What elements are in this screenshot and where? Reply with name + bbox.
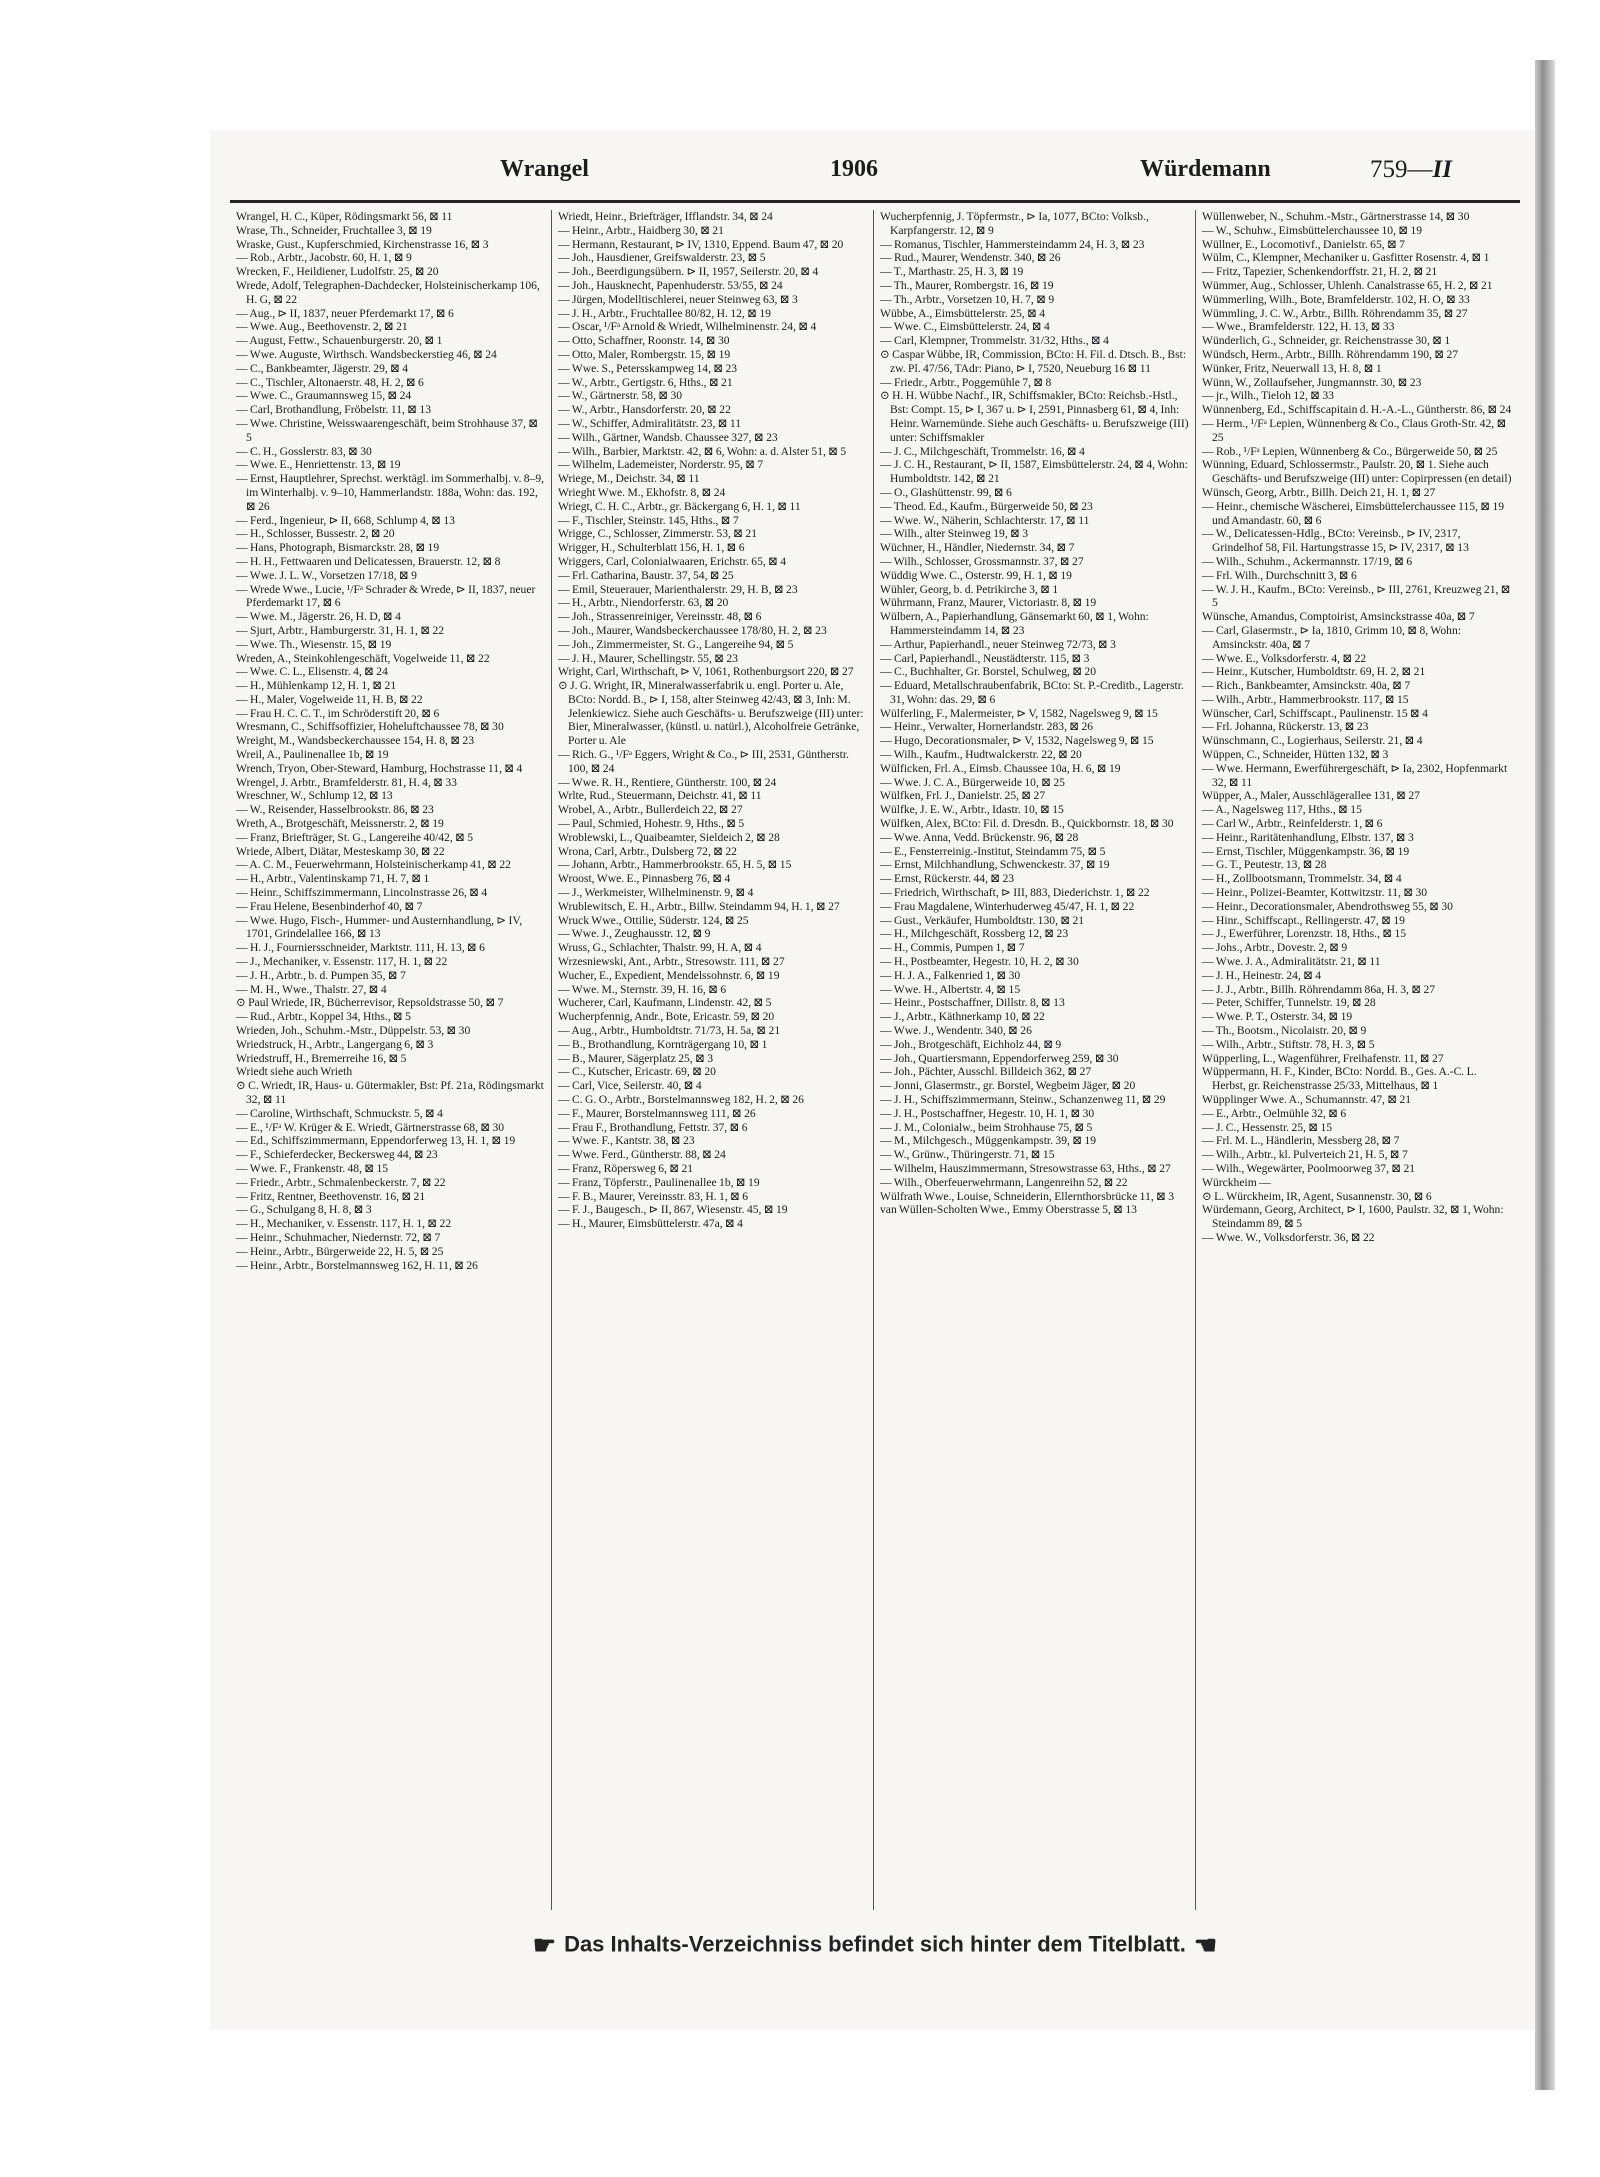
directory-entry: — Wrede Wwe., Lucie, ¹/Fᵃ Schrader & Wrede, ⊳ II, 1837, neuer Pferdemarkt 17, ⊠ 6 [236,582,536,610]
directory-entry: Wraske, Gust., Kupferschmied, Kirchenstrasse 16, ⊠ 3 [236,237,489,251]
directory-entry: — Hans, Photograph, Bismarckstr. 28, ⊠ 19 [236,541,440,555]
directory-entry: Wühler, Georg, b. d. Petrikirche 3, ⊠ 1 [880,582,1059,596]
directory-entry: — Joh., Maurer, Wandsbeckerchaussee 178/80, H. 2, ⊠ 23 [558,623,827,637]
directory-entry: Wrede, Adolf, Telegraphen-Dachdecker, Holsteinischerkamp 106, H. G, ⊠ 22 [236,278,540,306]
page-edge-shadow [1535,60,1555,2090]
directory-entry: — Wilhelm, Lademeister, Norderstr. 95, ⊠ 7 [558,458,764,472]
directory-entry: — Carl, Glasermstr., ⊳ Ia, 1810, Grimm 10, ⊠ 8, Wohn: Amsinckstr. 40a, ⊠ 7 [1202,623,1461,651]
directory-entry: — Oscar, ¹/Fᵃ Arnold & Wriedt, Wilhelminenstr. 24, ⊠ 4 [558,320,817,334]
directory-entry: — M. H., Wwe., Thalstr. 27, ⊠ 4 [236,982,387,996]
directory-entry: van Wüllen-Scholten Wwe., Emmy Oberstrasse 5, ⊠ 13 [880,1203,1137,1217]
directory-entry: — Friedr., Arbtr., Schmalenbeckerstr. 7, ⊠ 22 [236,1175,446,1189]
directory-entry: — W., Grünw., Thüringerstr. 71, ⊠ 15 [880,1148,1055,1162]
directory-entry: — Wilh., Arbtr., Stiftstr. 78, H. 3, ⊠ 5 [1202,1037,1375,1051]
directory-entry: — Joh., Hausdiener, Greifswalderstr. 23, ⊠ 5 [558,251,766,265]
directory-entry: Wreil, A., Paulinenallee 1b, ⊠ 19 [236,748,389,762]
directory-entry: — jr., Wilh., Tieloh 12, ⊠ 33 [1202,389,1334,403]
directory-page [210,130,1540,2030]
footer-text: Das Inhalts-Verzeichniss befindet sich hinter dem Titelblatt. [564,1931,1186,1957]
directory-entry: — Wwe. H., Albertstr. 4, ⊠ 15 [880,982,1021,996]
directory-entry: — Frl. Johanna, Rückerstr. 13, ⊠ 23 [1202,720,1369,734]
directory-entry: — Ed., Schiffszimmermann, Eppendorferweg 13, H. 1, ⊠ 19 [236,1134,516,1148]
directory-entry: — Rud., Arbtr., Koppel 34, Hths., ⊠ 5 [236,1010,411,1024]
directory-entry: — G., Schulgang 8, H. 8, ⊠ 3 [236,1203,372,1217]
directory-entry: — J. H., Postschaffner, Hegestr. 10, H. 1, ⊠ 30 [880,1106,1095,1120]
directory-entry: — E., Arbtr., Oelmühle 32, ⊠ 6 [1202,1106,1347,1120]
directory-entry: — Wwe. M., Sternstr. 39, H. 16, ⊠ 6 [558,982,727,996]
directory-entry: Wüllenweber, N., Schuhm.-Mstr., Gärtnerstrasse 14, ⊠ 30 [1202,210,1470,223]
directory-entry: — Wwe. F., Kantstr. 38, ⊠ 23 [558,1134,695,1148]
directory-entry: — Heinr., Schuhmacher, Niedernstr. 72, ⊠ 7 [236,1230,441,1244]
footer-note [210,1930,1540,1961]
column-2 [552,210,874,1910]
directory-entry: — Joh., Strassenreiniger, Vereinsstr. 48, ⊠ 6 [558,610,762,624]
directory-entry: — Wwe. Hugo, Fisch-, Hummer- und Austernhandlung, ⊳ IV, 1701, Grindelallee 166, ⊠ 13 [236,913,523,941]
directory-entry: Wünderlich, G., Schneider, gr. Reichenstrasse 30, ⊠ 1 [1202,334,1451,348]
directory-entry: — Wwe. S., Petersskampweg 14, ⊠ 23 [558,361,738,375]
directory-entry: Wülm, C., Klempner, Mechaniker u. Gasfitter Rosenstr. 4, ⊠ 1 [1202,251,1490,265]
directory-entry: — J. C., Milchgeschäft, Trommelstr. 16, ⊠ 4 [880,444,1085,458]
directory-entry: Wüllner, E., Locomotivf., Danielstr. 65, ⊠ 7 [1202,237,1405,251]
header-last-entry: Würdemann [1140,156,1271,182]
directory-entry: — Heinr., Schiffszimmermann, Lincolnstrasse 26, ⊠ 4 [236,886,488,900]
directory-entry: — Wwe. C., Eimsbüttelerstr. 24, ⊠ 4 [880,320,1050,334]
directory-entry: — Johann, Arbtr., Hammerbrookstr. 65, H. 5, ⊠ 15 [558,858,792,872]
directory-entry: Würdemann, Georg, Architect, ⊳ I, 1600, Paulstr. 32, ⊠ 1, Wohn: Steindamm 89, ⊠ 5 [1202,1203,1504,1231]
page-header [210,156,1540,192]
directory-entry: Würckheim — [1202,1175,1271,1189]
directory-entry: Wriedt siehe auch Wrieth [236,1065,353,1079]
directory-entry: — H., Mühlenkamp 12, H. 1, ⊠ 21 [236,679,397,693]
directory-entry: — W., Arbtr., Hansdorferstr. 20, ⊠ 22 [558,403,731,417]
directory-entry: — Paul, Schmied, Hohestr. 9, Hths., ⊠ 5 [558,817,745,831]
directory-entry: — Wwe. J., Zeughausstr. 12, ⊠ 9 [558,927,711,941]
directory-entry: — Frl. Catharina, Baustr. 37, 54, ⊠ 25 [558,568,734,582]
directory-entry: Wrecken, F., Heildiener, Ludolfstr. 25, ⊠ 20 [236,265,439,279]
directory-entry: — Gust., Verkäufer, Humboldtstr. 130, ⊠ 21 [880,913,1085,927]
pointing-hand-icon-right: ☚ [1193,1930,1218,1960]
directory-entry: — Wwe. J. L. W., Vorsetzen 17/18, ⊠ 9 [236,568,417,582]
directory-entry: — Wwe. J. A., Admiralitätstr. 21, ⊠ 11 [1202,955,1381,969]
directory-entry: ⊙ Caspar Wübbe, IR, Commission, BCto: H. Fil. d. Dtsch. B., Bst: zw. Pl. 47/56, TAdr: Piano, ⊳ I, 7520, Neueburg 16 ⊠ 11 [880,347,1187,375]
directory-entry: — C. H., Gosslerstr. 83, ⊠ 30 [236,444,372,458]
directory-entry: Wührmann, Franz, Maurer, Victoriastr. 8, ⊠ 19 [880,596,1097,610]
directory-entry: Wrublewitsch, E. H., Arbtr., Billw. Steindamm 94, H. 1, ⊠ 27 [558,899,840,913]
directory-entry: — Wwe. Th., Wiesenstr. 15, ⊠ 19 [236,637,392,651]
directory-entry: Wrengel, J. Arbtr., Bramfelderstr. 81, H. 4, ⊠ 33 [236,775,457,789]
directory-entry: — W., Schiffer, Admiralitätstr. 23, ⊠ 11 [558,416,742,430]
directory-entry: Wülferling, F., Malermeister, ⊳ V, 1582, Nagelsweg 9, ⊠ 15 [880,706,1158,720]
directory-entry: — J. C. H., Restaurant, ⊳ II, 1587, Eimsbüttelerstr. 24, ⊠ 4, Wohn: Humboldtstr. 142, ⊠ 21 [880,458,1188,486]
directory-entry: — J. H., Schiffszimmermann, Steinw., Schanzenweg 11, ⊠ 29 [880,1093,1166,1106]
directory-entry: — Rob., ¹/Fᵃ Lepien, Wünnenberg & Co., Bürgerweide 50, ⊠ 25 [1202,444,1498,458]
directory-entry: — Wilh., alter Steinweg 19, ⊠ 3 [880,527,1029,541]
directory-entry: — Joh., Quartiersmann, Eppendorferweg 259, ⊠ 30 [880,1051,1119,1065]
directory-entry: — Frau H. C. C. T., im Schröderstift 20, ⊠ 6 [236,706,440,720]
directory-entry: — Wilh., Gärtner, Wandsb. Chaussee 327, ⊠ 23 [558,430,778,444]
directory-entry: — Hugo, Decorationsmaler, ⊳ V, 1532, Nagelsweg 9, ⊠ 15 [880,734,1154,748]
directory-entry: — J. M., Colonialw., beim Strohhause 75, ⊠ 5 [880,1120,1093,1134]
directory-entry: — Ferd., Ingenieur, ⊳ II, 668, Schlump 4, ⊠ 13 [236,513,455,527]
directory-entry: — Carl, Vice, Seilerstr. 40, ⊠ 4 [558,1079,702,1093]
directory-entry: Wüddig Wwe. C., Osterstr. 99, H. 1, ⊠ 19 [880,568,1072,582]
directory-entry: — Otto, Schaffner, Roonstr. 14, ⊠ 30 [558,334,730,348]
directory-entry: — C., Bankbeamter, Jägerstr. 29, ⊠ 4 [236,361,409,375]
directory-entry: — Joh., Zimmermeister, St. G., Langereihe 94, ⊠ 5 [558,637,794,651]
directory-entry: — Heinr., Raritätenhandlung, Elbstr. 137, ⊠ 3 [1202,830,1414,844]
directory-entry: Wrigge, C., Schlosser, Zimmerstr. 53, ⊠ 21 [558,527,757,541]
directory-entry: Wünker, Fritz, Neuerwall 13, H. 8, ⊠ 1 [1202,361,1382,375]
directory-entry: — F., Schieferdecker, Beckersweg 44, ⊠ 23 [236,1148,438,1162]
directory-entry: Wright, Carl, Wirthschaft, ⊳ V, 1061, Rothenburgsort 220, ⊠ 27 [558,665,854,679]
directory-entry: — Wwe. Aug., Beethovenstr. 2, ⊠ 21 [236,320,408,334]
directory-entry: Wümmling, J. C. W., Arbtr., Billh. Röhrendamm 35, ⊠ 27 [1202,306,1468,320]
directory-entry: Wrlte, Rud., Steuermann, Deichstr. 41, ⊠ 11 [558,789,762,803]
directory-entry: — Wwe. Ferd., Güntherstr. 88, ⊠ 24 [558,1148,726,1162]
directory-entry: — Wilh., Schuhm., Ackermannstr. 17/19, ⊠ 6 [1202,554,1413,568]
directory-entry: — Joh., Pächter, Ausschl. Billdeich 362, ⊠ 27 [880,1065,1092,1079]
directory-entry: — Th., Bootsm., Nicolaistr. 20, ⊠ 9 [1202,1024,1367,1038]
directory-entry: — Aug., Arbtr., Humboldtstr. 71/73, H. 5a, ⊠ 21 [558,1024,781,1038]
directory-entry: — Hermann, Restaurant, ⊳ IV, 1310, Eppend. Baum 47, ⊠ 20 [558,237,844,251]
directory-entry: Wülfken, Frl. J., Danielstr. 25, ⊠ 27 [880,789,1046,803]
directory-entry: — Arthur, Papierhandl., neuer Steinweg 72/73, ⊠ 3 [880,637,1116,651]
directory-entry: ⊙ C. Wriedt, IR, Haus- u. Gütermakler, Bst: Pf. 21a, Rödingsmarkt 32, ⊠ 11 [236,1079,544,1106]
directory-entry: Wruss, G., Schlachter, Thalstr. 99, H. A, ⊠ 4 [558,941,762,955]
directory-entry: — H., Arbtr., Niendorferstr. 63, ⊠ 20 [558,596,729,610]
directory-entry: — F. B., Maurer, Vereinsstr. 83, H. 1, ⊠ 6 [558,1189,749,1203]
directory-entry: — Rich., Bankbeamter, Amsinckstr. 40a, ⊠ 7 [1202,679,1411,693]
column-3 [874,210,1196,1910]
directory-entry: — H., Zollbootsmann, Trommelstr. 34, ⊠ 4 [1202,872,1402,886]
directory-entry: — J. H., Arbtr., b. d. Pumpen 35, ⊠ 7 [236,968,406,982]
directory-entry: — Joh., Beerdigungsübern. ⊳ II, 1957, Seilerstr. 20, ⊠ 4 [558,265,819,279]
directory-entry: — Carl W., Arbtr., Reinfelderstr. 1, ⊠ 6 [1202,817,1383,831]
directory-entry: — H., Arbtr., Valentinskamp 71, H. 7, ⊠ 1 [236,872,430,886]
directory-entry: — Wilh., Kaufm., Hudtwalckerstr. 22, ⊠ 20 [880,748,1082,762]
directory-entry: — Heinr., Kutscher, Humboldtstr. 69, H. 2, ⊠ 21 [1202,665,1426,679]
directory-entry: — Jonni, Glasermstr., gr. Borstel, Wegbeim Jäger, ⊠ 20 [880,1079,1136,1093]
directory-entry: Wriede, Albert, Diätar, Mesteskamp 30, ⊠ 22 [236,844,445,858]
directory-entry: — Wilh., Oberfeuerwehrmann, Langenreihn 52, ⊠ 22 [880,1175,1128,1189]
directory-entry: — Carl, Klempner, Trommelstr. 31/32, Hths., ⊠ 4 [880,334,1109,348]
directory-entry: Wrieden, Joh., Schuhm.-Mstr., Düppelstr. 53, ⊠ 30 [236,1024,471,1038]
directory-entry: — H., Milchgeschäft, Rossberg 12, ⊠ 23 [880,927,1069,941]
directory-entry: — Wwe. E., Volksdorferstr. 4, ⊠ 22 [1202,651,1367,665]
directory-entry: Wrench, Tryon, Ober-Steward, Hamburg, Hochstrasse 11, ⊠ 4 [236,761,523,775]
directory-entry: — J., Mechaniker, v. Essenstr. 117, H. 1, ⊠ 22 [236,955,448,969]
directory-entry: — Ernst, Tischler, Müggenkampstr. 36, ⊠ 19 [1202,844,1410,858]
directory-entry: — W., Gärtnerstr. 58, ⊠ 30 [558,389,683,403]
directory-entry: — Wwe. Auguste, Wirthsch. Wandsbeckerstieg 46, ⊠ 24 [236,347,497,361]
directory-entry: Wümmerling, Wilh., Bote, Bramfelderstr. 102, H. O, ⊠ 33 [1202,292,1470,306]
directory-entry: — Joh., Brotgeschäft, Eichholz 44, ⊠ 9 [880,1037,1062,1051]
directory-entry: — J. H., Maurer, Schellingstr. 55, ⊠ 23 [558,651,738,665]
directory-entry: Wrona, Carl, Arbtr., Dulsberg 72, ⊠ 22 [558,844,737,858]
directory-entry: — A. C. M., Feuerwehrmann, Holsteinischerkamp 41, ⊠ 22 [236,858,511,872]
directory-entry: — Wilh., Arbtr., Hammerbrookstr. 117, ⊠ 15 [1202,692,1409,706]
directory-entry: — C., Buchhalter, Gr. Borstel, Schulweg, ⊠ 20 [880,665,1097,679]
directory-entry: — H., Maurer, Eimsbüttelerstr. 47a, ⊠ 4 [558,1217,743,1231]
page-number: 759— [1370,156,1433,183]
directory-entry: — W. J. H., Kaufm., BCto: Vereinsb., ⊳ III, 2761, Kreuzweg 21, ⊠ 5 [1202,582,1511,610]
directory-entry: — Wwe. J., Wendentr. 340, ⊠ 26 [880,1024,1032,1038]
directory-entry: — Wwe. W., Näherin, Schlachterstr. 17, ⊠ 11 [880,513,1090,527]
directory-entry: Wrigger, H., Schulterblatt 156, H. 1, ⊠ 6 [558,541,745,555]
directory-entry: — B., Brothandlung, Kornträgergang 10, ⊠ 1 [558,1037,768,1051]
directory-entry: Wüchner, H., Händler, Niedernstr. 34, ⊠ 7 [880,541,1075,555]
directory-entry: Wündsch, Herm., Arbtr., Billh. Röhrendamm 190, ⊠ 27 [1202,347,1459,361]
directory-entry: — J., Arbtr., Käthnerkamp 10, ⊠ 22 [880,1010,1045,1024]
directory-entry: — Th., Arbtr., Vorsetzen 10, H. 7, ⊠ 9 [880,292,1055,306]
directory-entry: Wrobel, A., Arbtr., Bullerdeich 22, ⊠ 27 [558,803,743,817]
directory-entry: ⊙ J. G. Wright, IR, Mineralwasserfabrik u. engl. Porter u. Ale, BCto: Nordd. B., ⊳ I, 158, alter Steinweg 42/43, ⊠ 3, Inh: M. Jelenkiewicz. Siehe auch Geschäfts- u. Berufszweige (III) unter: Bier, Mineralwasser, (künstl. u. natürl.), Alcoholfreie Getränke, Porter u. Ale [558,679,864,748]
directory-entry: — Heinr., Decorationsmaler, Abendrothsweg 55, ⊠ 30 [1202,899,1453,913]
directory-entry: — Wilh., Arbtr., kl. Pulverteich 21, H. 5, ⊠ 7 [1202,1148,1408,1162]
directory-entry: Wünschmann, C., Logierhaus, Seilerstr. 21, ⊠ 4 [1202,734,1423,748]
directory-entry: Wreight, M., Wandsbeckerchaussee 154, H. 8, ⊠ 23 [236,734,475,748]
directory-entry: Wünning, Eduard, Schlossermstr., Paulstr. 20, ⊠ 1. Siehe auch Geschäfts- und Berufszweige (III) unter: Copirpressen (en detail) [1202,458,1512,486]
directory-entry: Wünn, W., Zollaufseher, Jungmannstr. 30, ⊠ 23 [1202,375,1422,389]
directory-entry: Wübbe, A., Eimsbüttelerstr. 25, ⊠ 4 [880,306,1045,320]
directory-entry: — Theod. Ed., Kaufm., Bürgerweide 50, ⊠ 23 [880,499,1093,513]
directory-entry: — Eduard, Metallschraubenfabrik, BCto: St. P.-Creditb., Lagerstr. 31, Wohn: das. 29, ⊠ 6 [880,679,1184,706]
directory-entry: — Rud., Maurer, Wendenstr. 340, ⊠ 26 [880,251,1061,265]
directory-entry: — J., Werkmeister, Wilhelminenstr. 9, ⊠ 4 [558,886,754,900]
directory-entry: — Wwe. Hermann, Ewerführergeschäft, ⊳ Ia, 2302, Hopfenmarkt 32, ⊠ 11 [1202,761,1508,789]
directory-entry: — Fritz, Tapezier, Schenkendorffstr. 21, H. 2, ⊠ 21 [1202,265,1438,279]
directory-entry: — F., Maurer, Borstelmannsweg 111, ⊠ 26 [558,1106,756,1120]
directory-entry: — Rob., Arbtr., Jacobstr. 60, H. 1, ⊠ 9 [236,251,412,265]
directory-entry: Wünsche, Amandus, Comptoirist, Amsinckstrasse 40a, ⊠ 7 [1202,610,1475,624]
directory-entry: — H., Maler, Vogelweide 11, H. B, ⊠ 22 [236,692,423,706]
directory-entry: — Herm., ¹/Fᵃ Lepien, Wünnenberg & Co., Claus Groth-Str. 42, ⊠ 25 [1202,416,1507,444]
directory-entry: — Heinr., chemische Wäscherei, Eimsbüttelerchaussee 115, ⊠ 19 und Amandastr. 60, ⊠ 6 [1202,499,1505,527]
page-section: II [1432,156,1452,183]
directory-entry: — C., Tischler, Altonaerstr. 48, H. 2, ⊠ 6 [236,375,424,389]
directory-entry: Wriege, M., Deichstr. 34, ⊠ 11 [558,472,700,486]
directory-entry: Wroost, Wwe. E., Pinnasberg 76, ⊠ 4 [558,872,731,886]
directory-entry: — Wwe. C. L., Elisenstr. 4, ⊠ 24 [236,665,388,679]
directory-entry: — Wwe. F., Frankenstr. 48, ⊠ 15 [236,1161,389,1175]
directory-entry: — W., Delicatessen-Hdlg., BCto: Vereinsb., ⊳ IV, 2317, Grindelhof 58, Fil. Hartungstrasse 15, ⊳ IV, 2317, ⊠ 13 [1202,527,1469,555]
directory-entry: — Fritz, Rentner, Beethovenstr. 16, ⊠ 21 [236,1189,426,1203]
directory-entry: — Sjurt, Arbtr., Hamburgerstr. 31, H. 1, ⊠ 22 [236,623,445,637]
directory-entry: — E., ¹/Fᵃ W. Krüger & E. Wriedt, Gärtnerstrasse 68, ⊠ 30 [236,1120,505,1134]
column-4 [1196,210,1518,1910]
directory-entry: — H. J., Fourniersschneider, Marktstr. 111, H. 13, ⊠ 6 [236,941,485,955]
directory-entry: — Frau Magdalene, Winterhuderweg 45/47, H. 1, ⊠ 22 [880,899,1135,913]
directory-entry: — Heinr., Arbtr., Borstelmannsweg 162, H. 11, ⊠ 26 [236,1258,478,1272]
directory-entry: Wüpperling, L., Wagenführer, Freihafenstr. 11, ⊠ 27 [1202,1051,1444,1065]
directory-entry: — Otto, Maler, Rombergstr. 15, ⊠ 19 [558,347,731,361]
directory-entry: — Friedrich, Wirthschaft, ⊳ III, 883, Diederichstr. 1, ⊠ 22 [880,886,1150,900]
directory-entry: — Joh., Hausknecht, Papenhuderstr. 53/55, ⊠ 24 [558,278,783,292]
directory-entry: — H. H., Fettwaaren und Delicatessen, Brauerstr. 12, ⊠ 8 [236,554,501,568]
directory-entry: Wülbern, A., Papierhandlung, Gänsemarkt 60, ⊠ 1, Wohn: Hammersteindamm 14, ⊠ 23 [880,610,1149,637]
directory-entry: — H. J. A., Falkenried 1, ⊠ 30 [880,968,1021,982]
directory-entry: Wüppermann, H. F., Kinder, BCto: Nordd. B., Ges. A.-C. L. Herbst, gr. Reichenstrasse 25/33, Mittelhaus, ⊠ 1 [1202,1065,1477,1093]
entry-columns [230,210,1520,1910]
directory-entry: — B., Maurer, Sägerplatz 25, ⊠ 3 [558,1051,713,1065]
directory-entry: Wriegt, C. H. C., Arbtr., gr. Bäckergang 6, H. 1, ⊠ 11 [558,499,801,513]
directory-entry: — Frl. M. L., Händlerin, Messberg 28, ⊠ 7 [1202,1134,1400,1148]
header-year: 1906 [830,156,878,182]
directory-entry: Wülficken, Frl. A., Eimsb. Chaussee 10a, H. 6, ⊠ 19 [880,761,1121,775]
directory-entry: Wrzesniewski, Ant., Arbtr., Stresowstr. 111, ⊠ 27 [558,955,785,969]
directory-entry: — Wwe. R. H., Rentiere, Güntherstr. 100, ⊠ 24 [558,775,777,789]
directory-entry: — E., Fensterreinig.-Institut, Steindamm 75, ⊠ 5 [880,844,1106,858]
directory-entry: — H., Schlosser, Bussestr. 2, ⊠ 20 [236,527,395,541]
directory-entry: Wülfrath Wwe., Louise, Schneiderin, Ellernthorsbrücke 11, ⊠ 3 [880,1189,1175,1203]
column-1 [230,210,552,1910]
directory-entry: — August, Fettw., Schauenburgerstr. 20, ⊠ 1 [236,334,443,348]
directory-entry: — Ernst, Milchhandlung, Schwenckestr. 37, ⊠ 19 [880,858,1110,872]
pointing-hand-icon: ☛ [532,1930,557,1960]
directory-entry: — Wwe. E., Henriettenstr. 13, ⊠ 19 [236,458,401,472]
directory-entry: Wucherer, Carl, Kaufmann, Lindenstr. 42, ⊠ 5 [558,996,772,1010]
directory-entry: Wucherpfennig, Andr., Bote, Ericastr. 59, ⊠ 20 [558,1010,775,1024]
directory-entry: — Jürgen, Modelltischlerei, neuer Steinweg 63, ⊠ 3 [558,292,798,306]
directory-entry: — Carl, Brothandlung, Fröbelstr. 11, ⊠ 13 [236,403,431,417]
directory-entry: — Franz, Töpferstr., Paulinenallee 1b, ⊠ 19 [558,1175,760,1189]
directory-entry: — Hinr., Schiffscapt., Rellingerstr. 47, ⊠ 19 [1202,913,1405,927]
directory-entry: — C. G. O., Arbtr., Borstelmannsweg 182, H. 2, ⊠ 26 [558,1093,804,1106]
directory-entry: — F. J., Baugesch., ⊳ II, 867, Wiesenstr. 45, ⊠ 19 [558,1203,788,1217]
directory-entry: Wucherpfennig, J. Töpfermstr., ⊳ Ia, 1077, BCto: Volksb., Karpfangerstr. 12, ⊠ 9 [880,210,1149,237]
directory-entry: Wünscher, Carl, Schiffscapt., Paulinenstr. 15 ⊠ 4 [1202,706,1428,720]
directory-entry: — Wwe. M., Jägerstr. 26, H. D, ⊠ 4 [236,610,401,624]
directory-entry: — Emil, Steuerauer, Marienthalerstr. 29, H. B, ⊠ 23 [558,582,798,596]
directory-entry: Wriedstruck, H., Arbtr., Langergang 6, ⊠ 3 [236,1037,434,1051]
directory-entry: — H., Postbeamter, Hegestr. 10, H. 2, ⊠ 30 [880,955,1079,969]
directory-entry: — Wwe. W., Volksdorferstr. 36, ⊠ 22 [1202,1230,1375,1244]
directory-entry: — Wilhelm, Hauszimmermann, Stresowstrasse 63, Hths., ⊠ 27 [880,1161,1171,1175]
directory-entry: Wüpplinger Wwe. A., Schumannstr. 47, ⊠ 21 [1202,1093,1412,1106]
directory-entry: Wreden, A., Steinkohlengeschäft, Vogelweide 11, ⊠ 22 [236,651,490,665]
directory-entry: — J. J., Arbtr., Billh. Röhrendamm 86a, H. 3, ⊠ 27 [1202,982,1436,996]
directory-entry: — J. C., Hessenstr. 25, ⊠ 15 [1202,1120,1333,1134]
header-rule [230,200,1520,203]
directory-entry: — J., Ewerführer, Lorenzstr. 18, Hths., ⊠ 15 [1202,927,1407,941]
directory-entry: — W., Schuhw., Eimsbüttelerchaussee 10, ⊠ 19 [1202,223,1423,237]
directory-entry: — Wwe. Anna, Vedd. Brückenstr. 96, ⊠ 28 [880,830,1079,844]
directory-entry: — Heinr., Arbtr., Haidberg 30, ⊠ 21 [558,223,724,237]
directory-entry: — Peter, Schiffer, Tunnelstr. 19, ⊠ 28 [1202,996,1376,1010]
directory-entry: — F., Tischler, Steinstr. 145, Hths., ⊠ 7 [558,513,739,527]
directory-entry: — Th., Maurer, Rombergstr. 16, ⊠ 19 [880,278,1054,292]
directory-entry: — Wwe. Christine, Weisswaarengeschäft, beim Strohhause 37, ⊠ 5 [236,416,539,444]
directory-entry: — Wwe. C., Graumannsweg 15, ⊠ 24 [236,389,412,403]
directory-entry: — Wwe. J. C. A., Bürgerweide 10, ⊠ 25 [880,775,1065,789]
directory-entry: Wriedstruff, H., Bremerreihe 16, ⊠ 5 [236,1051,407,1065]
directory-entry: Wülfken, Alex, BCto: Fil. d. Dresdn. B., Quickbornstr. 18, ⊠ 30 [880,817,1174,831]
directory-entry: — Johs., Arbtr., Dovestr. 2, ⊠ 9 [1202,941,1348,955]
directory-entry: — Ernst, Hauptlehrer, Sprechst. werktägl. im Sommerhalbj. v. 8–9, im Winterhalbj. v. 9–10, Hammerlandstr. 188a, Wohn: das. 192, ⊠ 26 [236,472,545,513]
directory-entry: Wroblewski, L., Quaibeamter, Sieldeich 2, ⊠ 28 [558,830,780,844]
directory-entry: Wreschner, W., Schlump 12, ⊠ 13 [236,789,393,803]
directory-entry: Wresmann, C., Schiffsoffizier, Hoheluftchaussee 78, ⊠ 30 [236,720,504,734]
directory-entry: — Wwe., Bramfelderstr. 122, H. 13, ⊠ 33 [1202,320,1395,334]
directory-entry: ⊙ H. H. Wübbe Nachf., IR, Schiffsmakler, BCto: Reichsb.-Hstl., Bst: Compt. 15, ⊳ I, 367 u. ⊳ I, 2591, Pinnasberg 61, ⊠ 4, Inh: Heinr. Warnemünde. Siehe auch Geschäfts- u. Berufszweige (III) unter: Schiffsmakler [880,389,1189,444]
header-page-number [1370,156,1452,184]
directory-entry: — T., Marthastr. 25, H. 3, ⊠ 19 [880,265,1024,279]
directory-entry: — Wilh., Schlosser, Grossmannstr. 37, ⊠ 27 [880,554,1084,568]
directory-entry: Wümmer, Aug., Schlosser, Uhlenh. Canalstrasse 65, H. 2, ⊠ 21 [1202,278,1493,292]
directory-entry: Wrieght Wwe. M., Ekhofstr. 8, ⊠ 24 [558,485,726,499]
directory-entry: — Friedr., Arbtr., Poggemühle 7, ⊠ 8 [880,375,1052,389]
directory-entry: Wünnenberg, Ed., Schiffscapitain d. H.-A.-L., Güntherstr. 86, ⊠ 24 [1202,403,1512,417]
directory-entry: — Caroline, Wirthschaft, Schmuckstr. 5, ⊠ 4 [236,1106,443,1120]
directory-entry: — J. H., Arbtr., Fruchtallee 80/82, H. 12, ⊠ 19 [558,306,771,320]
directory-entry: — Wilh., Wegewärter, Poolmoorweg 37, ⊠ 21 [1202,1161,1416,1175]
directory-entry: — J. H., Heinestr. 24, ⊠ 4 [1202,968,1322,982]
directory-entry: — Heinr., Arbtr., Bürgerweide 22, H. 5, ⊠ 25 [236,1244,444,1258]
directory-entry: — Aug., ⊳ II, 1837, neuer Pferdemarkt 17, ⊠ 6 [236,306,454,320]
directory-entry: Wucher, E., Expedient, Mendelssohnstr. 6, ⊠ 19 [558,968,780,982]
directory-entry: — Heinr., Verwalter, Hornerlandstr. 283, ⊠ 26 [880,720,1094,734]
directory-entry: — Franz, Röpersweg 6, ⊠ 21 [558,1161,694,1175]
header-first-entry: Wrangel [500,156,589,182]
directory-entry: — A., Nagelsweg 117, Hths., ⊠ 15 [1202,803,1362,817]
directory-entry: ⊙ Paul Wriede, IR, Bücherrevisor, Repsoldstrasse 50, ⊠ 7 [236,996,504,1010]
directory-entry: ⊙ L. Würckheim, IR, Agent, Susannenstr. 30, ⊠ 6 [1202,1189,1432,1203]
directory-entry: Wrase, Th., Schneider, Fruchtallee 3, ⊠ 19 [236,223,432,237]
directory-entry: — W., Reisender, Hasselbrookstr. 86, ⊠ 23 [236,803,434,817]
directory-entry: Wrangel, H. C., Küper, Rödingsmarkt 56, ⊠ 11 [236,210,453,223]
directory-entry: Wünsch, Georg, Arbtr., Billh. Deich 21, H. 1, ⊠ 27 [1202,485,1436,499]
directory-entry: Wruck Wwe., Ottilie, Süderstr. 124, ⊠ 25 [558,913,749,927]
directory-entry: — Romanus, Tischler, Hammersteindamm 24, H. 3, ⊠ 23 [880,237,1145,251]
directory-entry: — Wilh., Barbier, Marktstr. 42, ⊠ 6, Wohn: a. d. Alster 51, ⊠ 5 [558,444,847,458]
directory-entry: — H., Commis, Pumpen 1, ⊠ 7 [880,941,1025,955]
directory-entry: — Heinr., Postschaffner, Dillstr. 8, ⊠ 13 [880,996,1065,1010]
directory-entry: Wüpper, A., Maler, Ausschlägerallee 131, ⊠ 27 [1202,789,1420,803]
directory-entry: — H., Mechaniker, v. Essenstr. 117, H. 1, ⊠ 22 [236,1217,452,1231]
directory-entry: Wreth, A., Brotgeschäft, Meissnerstr. 2, ⊠ 19 [236,817,444,831]
directory-entry: Wüppen, C., Schneider, Hütten 132, ⊠ 3 [1202,748,1389,762]
directory-entry: — Franz, Briefträger, St. G., Langereihe 40/42, ⊠ 5 [236,830,474,844]
directory-entry: Wriedt, Heinr., Briefträger, Ifflandstr. 34, ⊠ 24 [558,210,773,223]
directory-entry: — Rich. G., ¹/Fᵃ Eggers, Wright & Co., ⊳ III, 2531, Güntherstr. 100, ⊠ 24 [558,748,849,775]
directory-entry: — Wwe. P. T., Osterstr. 34, ⊠ 19 [1202,1010,1353,1024]
directory-entry: — C., Kutscher, Ericastr. 69, ⊠ 20 [558,1065,716,1079]
directory-entry: — Frau Helene, Besenbinderhof 40, ⊠ 7 [236,899,423,913]
directory-entry: — W., Arbtr., Gertigstr. 6, Hths., ⊠ 21 [558,375,733,389]
directory-entry: — Frau F., Brothandlung, Fettstr. 37, ⊠ 6 [558,1120,748,1134]
directory-entry: — Ernst, Rückerstr. 44, ⊠ 23 [880,872,1015,886]
directory-entry: Wriggers, Carl, Colonialwaaren, Erichstr. 65, ⊠ 4 [558,554,787,568]
directory-entry: — Carl, Papierhandl., Neustädterstr. 115, ⊠ 3 [880,651,1090,665]
directory-entry: — Frl. Wilh., Durchschnitt 3, ⊠ 6 [1202,568,1357,582]
directory-entry: Wülfke, J. E. W., Arbtr., Idastr. 10, ⊠ 15 [880,803,1064,817]
directory-entry: — O., Glashüttenstr. 99, ⊠ 6 [880,485,1012,499]
directory-entry: — M., Milchgesch., Müggenkampstr. 39, ⊠ 19 [880,1134,1097,1148]
directory-entry: — G. T., Peutestr. 13, ⊠ 28 [1202,858,1327,872]
directory-entry: — Heinr., Polizei-Beamter, Kottwitzstr. 11, ⊠ 30 [1202,886,1428,900]
